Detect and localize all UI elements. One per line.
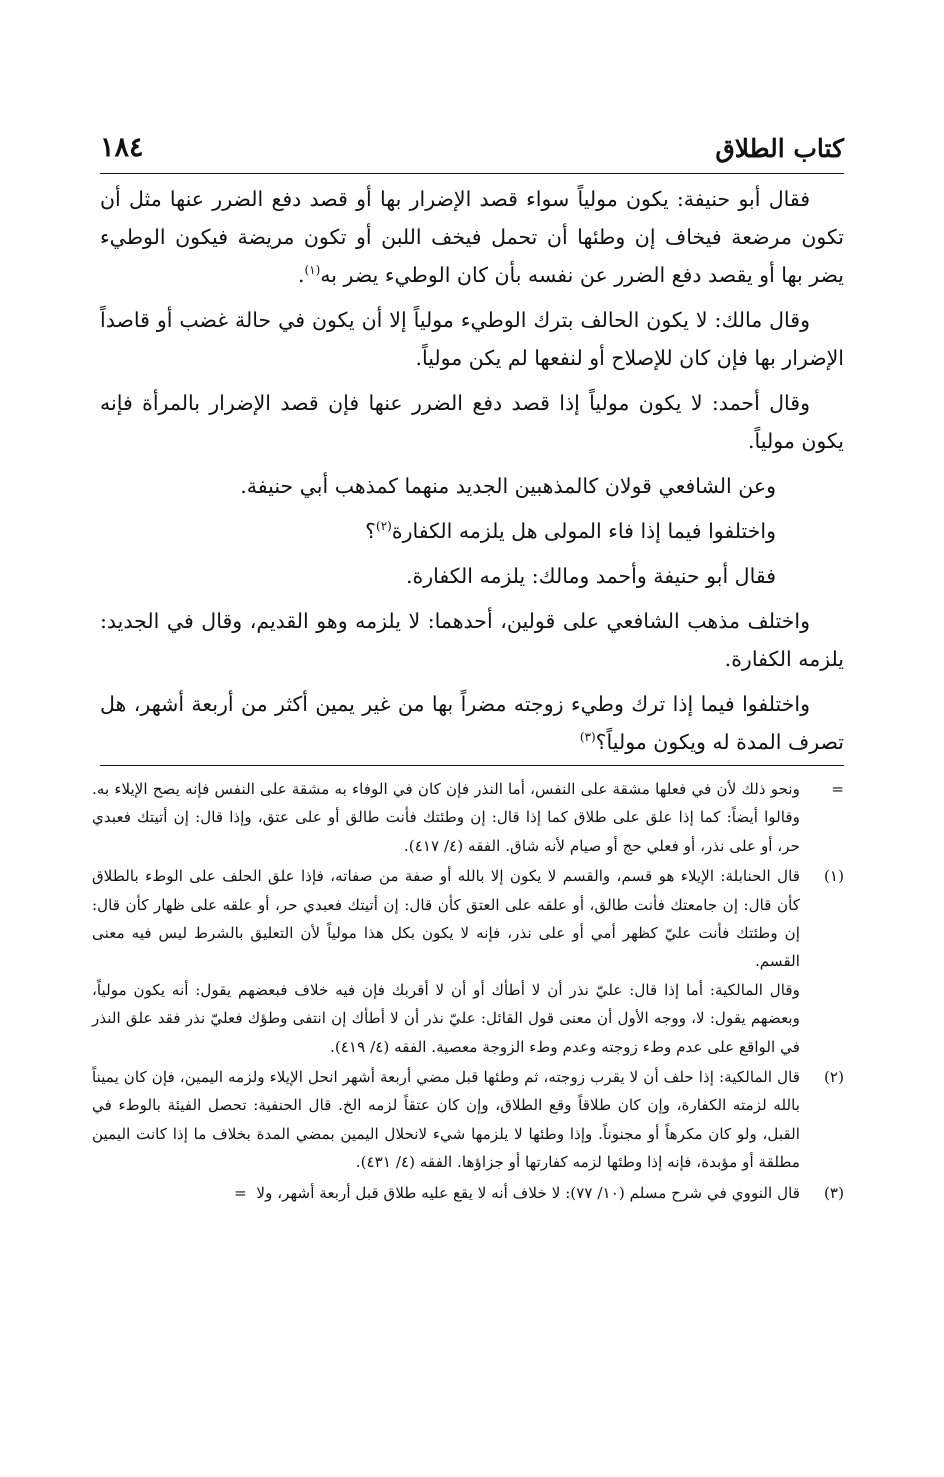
footnote-3 (92, 1179, 844, 1207)
footnote-text: قال الحنابلة: الإيلاء هو قسم، والقسم لا يكون إلا بالله أو صفة من صفاته، فإذا علق الحلف على الوطء بالطلاق كأن قال: إن جامعتك فأنت طالق، أو علقه على العتق كأن قال: إن أتيتك فعبدي حر، أو علقه على ظهار كأن قال: إن وطئتك فأنت عليّ كظهر أمي أو على نذر، فإنه لا يكون بكل هذا مولياً لأن التعليق بالشرط ليس فيه معنى القسم. (92, 867, 800, 971)
footnotes (92, 775, 844, 1209)
footnote-number: (٣) (823, 1183, 844, 1202)
paragraph-malik: وقال مالك: لا يكون الحالف بترك الوطيء مولياً إلا أن يكون في حالة غضب أو قاصداً الإضرار بها فإن كان للإصلاح أو لنفعها لم يكن مولياً. (100, 308, 844, 370)
footnote-text-run: قال النووي في شرح مسلم (١٠/ ٧٧): لا خلاف أنه لا يقع عليه طلاق قبل أربعة أشهر، ولا (256, 1183, 800, 1202)
footnote-ref[interactable]: (٢) (376, 519, 392, 534)
continued-mark: = (831, 780, 844, 798)
footnote-ref[interactable]: (٣) (579, 730, 596, 745)
punctuation: ؟ (365, 519, 377, 543)
punctuation: . (297, 263, 305, 287)
footnote-text (92, 1179, 800, 1207)
paragraph-shafii-two-views: واختلف مذهب الشافعي على قولين، أحدهما: لا يلزمه وهو القديم، وقال في الجديد: يلزمه الكفارة. (100, 609, 844, 671)
paragraph-text: فقال أبو حنيفة: يكون مولياً سواء قصد الإضرار بها أو قصد دفع الضرر عنها مثل أن تكون مرضعة فيخاف إن وطئها أن تحمل فيخف اللبن أو تكون مريضة فيكون الوطيء يضر بها أو يقصد دفع الضرر عن نفسه بأن كان الوطيء يضر به (100, 187, 844, 287)
paragraph-text: واختلفوا فيما إذا ترك وطيء زوجته مضراً بها من غير يمين أكثر من أربعة أشهر، هل تصرف المدة له ويكون مولياً؟ (100, 692, 844, 754)
header-rule (100, 173, 844, 174)
paragraph-kaffara-answer: فقال أبو حنيفة وأحمد ومالك: يلزمه الكفارة. (405, 564, 776, 588)
footnote-text: قال المالكية: إذا حلف أن لا يقرب زوجته، ثم وطئها قبل مضي أربعة أشهر انحل الإيلاء ولزمه اليمين، فإن كان يميناً بالله لزمته الكفارة، وإن كان طلاقاً وقع الطلاق، وإن كان عتقاً لزمه الخ. قال الحنفية: تحصل الفيئة بالوطء في القبل، ولو كان مكرهاً أو مجنوناً. وإذا وطئها لا يلزمها شيء لانحلال اليمين بمضي المدة بخلاف ما إذا كانت اليمين مطلقة أو مؤبدة، فإنه إذا وطئها لزمه كفارتها أو جزاؤها. الفقه (٤/ ٤٣١). (92, 1068, 800, 1172)
footnote-number: (١) (823, 867, 844, 886)
page-header (100, 132, 844, 172)
paragraph-ahmad: وقال أحمد: لا يكون مولياً إذا قصد دفع الضرر عنها فإن قصد الإضرار بالمرأة فإنه يكون مولياً. (100, 391, 844, 453)
paragraph-four-months (100, 685, 844, 761)
footnote-text: ونحو ذلك لأن في فعلها مشقة على النفس، أما النذر فإن كان في الوفاء به مشقة على النفس فإنه يصح الإيلاء به. وقالوا أيضاً: كما إذا علق على طلاق كما إذا قال: إن وطئتك فأنت طالق أو على عتق، وإذا قال: إن أتيتك فعبدي حر، أو على نذر، أو فعلي حج أو صيام لأنه شاق. الفقه (٤/ ٤١٧). (92, 780, 800, 855)
main-text (100, 180, 844, 768)
running-title: كتاب الطلاق (715, 134, 844, 163)
footnote-1 (92, 862, 844, 1061)
footnote-ref[interactable]: (١) (304, 263, 321, 278)
continues-mark: = (234, 1183, 247, 1202)
paragraph-abu-hanifa (100, 180, 844, 294)
footnote-text: وقال المالكية: أما إذا قال: عليّ نذر أن لا أطأك أو أن لا أقربك فإن فيه خلاف فبعضهم يقول: أنه يكون مولياً، وبعضهم يقول: لا، ووجه الأول أن معنى قول القائل: عليّ نذر أن لا أطأك إن انتفى وطؤك فعليّ نذر فقد علق النذر في الواقع على عدم وطء زوجته وعدم وطء الزوجة معصية. الفقه (٤/ ٤١٩). (92, 980, 800, 1056)
footnote-2 (92, 1063, 844, 1177)
paragraph-shafii: وعن الشافعي قولان كالمذهبين الجديد منهما كمذهب أبي حنيفة. (240, 474, 776, 498)
footnote-number: (٢) (823, 1068, 844, 1087)
paragraph-kaffara-question (100, 512, 844, 550)
paragraph-text: واختلفوا فيما إذا فاء المولى هل يلزمه الكفارة (391, 519, 776, 543)
footnote-continuation (92, 775, 844, 860)
footnote-rule (100, 765, 844, 766)
page-number: ١٨٤ (100, 132, 144, 163)
